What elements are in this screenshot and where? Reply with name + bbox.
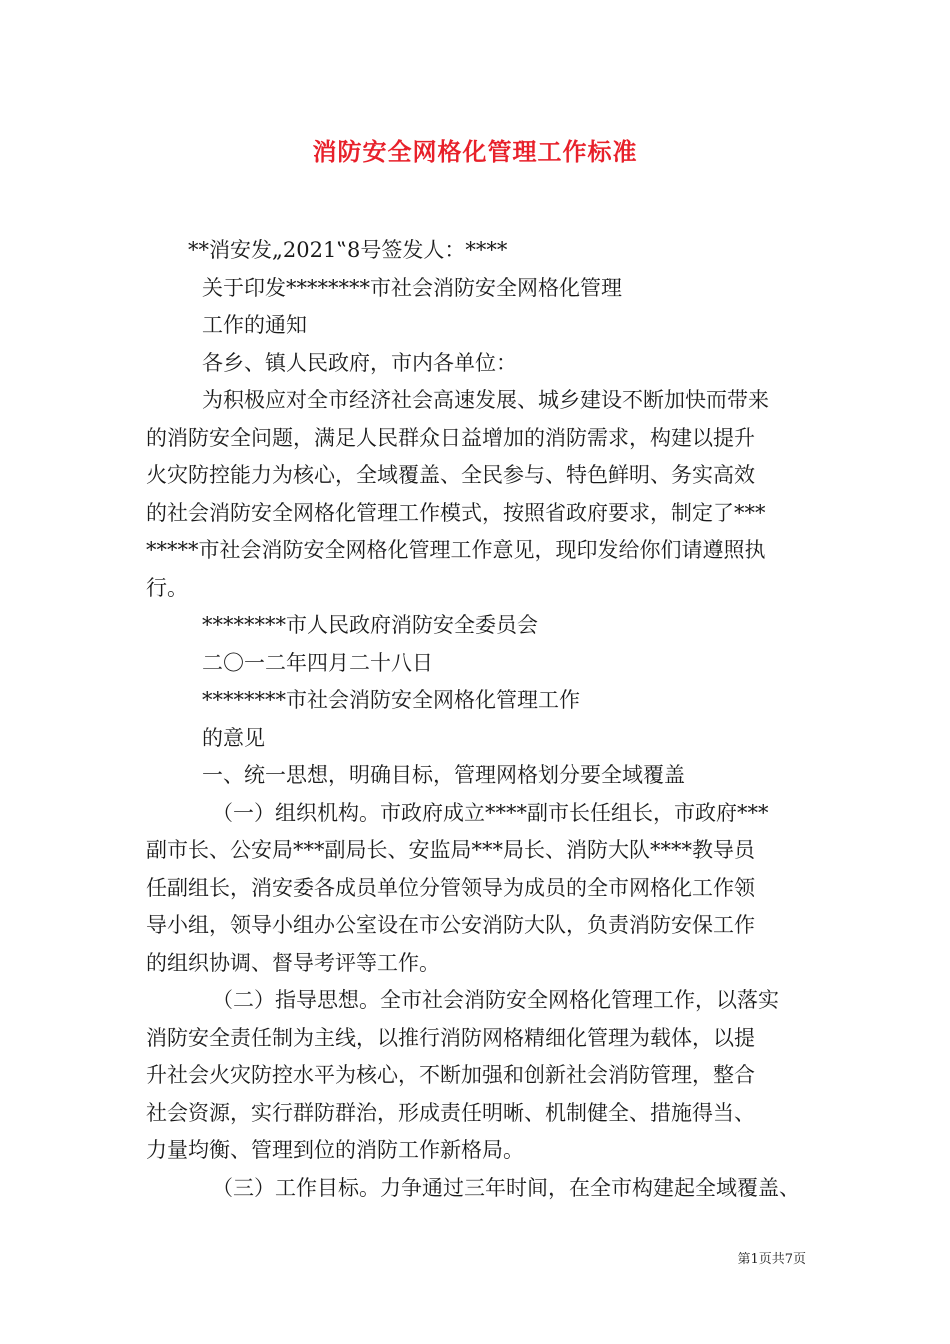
body-text-line: 副市长、公安局***副局长、安监局***局长、消防大队****教导员 — [146, 838, 755, 862]
body-text-line: 的组织协调、督导考评等工作。 — [146, 950, 440, 975]
document-reference-line: **消安发„2021‟8号签发人：**** — [188, 238, 508, 262]
issuer-line: ********市人民政府消防安全委员会 — [202, 613, 538, 637]
page-number: 第1页共7页 — [737, 1252, 806, 1267]
body-text-line: 为积极应对全市经济社会高速发展、城乡建设不断加快而带来 — [202, 388, 769, 412]
date-line: 二〇一二年四月二十八日 — [202, 650, 433, 675]
body-text-line: 行。 — [146, 575, 188, 600]
body-text-line: 力量均衡、管理到位的消防工作新格局。 — [146, 1138, 524, 1162]
notice-title-line-2: 工作的通知 — [202, 313, 307, 337]
document-title: 消防安全网格化管理工作标准 — [312, 137, 638, 166]
body-text-line: 升社会火灾防控水平为核心，不断加强和创新社会消防管理，整合 — [146, 1063, 755, 1087]
document-body — [146, 232, 816, 1207]
body-text-line: （二）指导思想。全市社会消防安全网格化管理工作，以落实 — [212, 988, 779, 1012]
body-text-line: 社会资源，实行群防群治，形成责任明晰、机制健全、措施得当、 — [146, 1100, 755, 1125]
section-heading: 一、统一思想，明确目标，管理网格划分要全域覆盖 — [202, 763, 685, 787]
addressee-line: 各乡、镇人民政府，市内各单位： — [202, 350, 517, 375]
body-text-line: 火灾防控能力为核心，全域覆盖、全民参与、特色鲜明、务实高效 — [146, 463, 755, 487]
body-text-line: 任副组长，消安委各成员单位分管领导为成员的全市网格化工作领 — [146, 875, 755, 900]
body-text-line: （三）工作目标。力争通过三年时间，在全市构建起全域覆盖、 — [212, 1175, 800, 1200]
body-text-line: 的社会消防安全网格化管理工作模式，按照省政府要求，制定了*** — [146, 500, 766, 525]
body-text-line: 的消防安全问题，满足人民群众日益增加的消防需求，构建以提升 — [146, 425, 755, 450]
body-text-line: 消防安全责任制为主线，以推行消防网格精细化管理为载体，以提 — [146, 1025, 755, 1050]
body-text-line: 导小组，领导小组办公室设在市公安消防大队，负责消防安保工作 — [146, 913, 755, 937]
opinion-title-line-1: ********市社会消防安全网格化管理工作 — [202, 688, 580, 712]
body-text-line: *****市社会消防安全网格化管理工作意见，现印发给你们请遵照执 — [146, 538, 766, 562]
notice-title-line-1: 关于印发********市社会消防安全网格化管理 — [202, 275, 622, 300]
body-text-line: （一）组织机构。市政府成立****副市长任组长，市政府*** — [212, 800, 769, 825]
opinion-title-line-2: 的意见 — [202, 725, 265, 750]
